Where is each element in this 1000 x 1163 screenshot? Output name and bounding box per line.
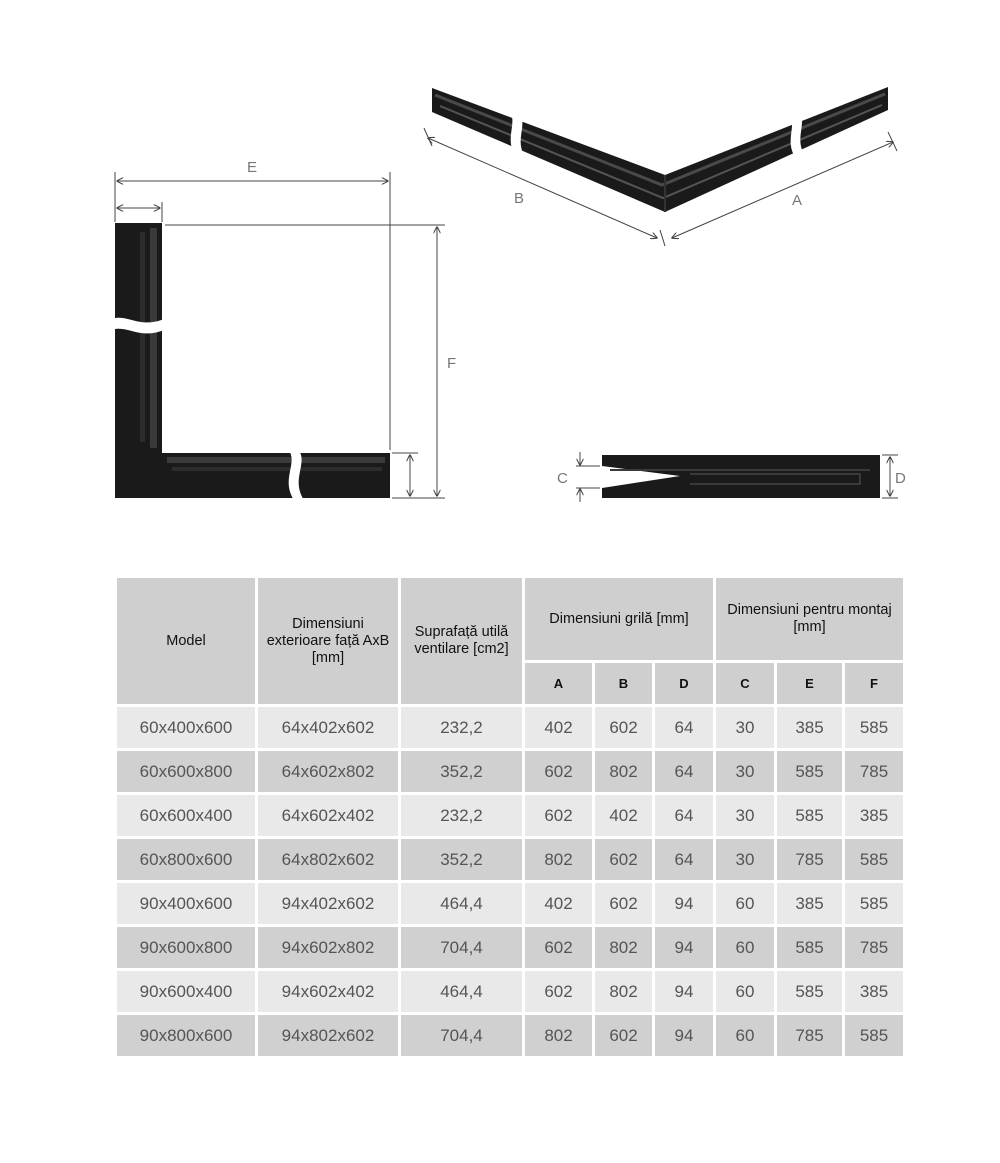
cell-grid-d: 94 <box>655 1015 713 1056</box>
cell-surface: 704,4 <box>401 927 522 968</box>
cell-grid-b: 802 <box>595 971 652 1012</box>
cell-mount-c: 60 <box>716 927 774 968</box>
cell-exterior: 94x602x402 <box>258 971 398 1012</box>
table-row <box>117 927 903 968</box>
cell-model: 60x600x800 <box>117 751 255 792</box>
cell-mount-e: 385 <box>777 707 842 748</box>
cell-mount-e: 585 <box>777 927 842 968</box>
header-ventilation-surface: Suprafață utilă ventilare [cm2] <box>401 578 522 704</box>
side-profile-diagram <box>557 452 906 502</box>
cell-grid-d: 64 <box>655 839 713 880</box>
cell-grid-a: 402 <box>525 883 592 924</box>
cell-mount-f: 585 <box>845 839 903 880</box>
cell-grid-a: 602 <box>525 971 592 1012</box>
cell-mount-f: 585 <box>845 883 903 924</box>
label-D: D <box>895 470 906 487</box>
cell-surface: 464,4 <box>401 883 522 924</box>
cell-grid-b: 402 <box>595 795 652 836</box>
cell-mount-e: 385 <box>777 883 842 924</box>
cell-model: 90x600x800 <box>117 927 255 968</box>
cell-model: 90x400x600 <box>117 883 255 924</box>
cell-model: 90x800x600 <box>117 1015 255 1056</box>
subheader-D: D <box>655 663 713 704</box>
cell-mount-c: 60 <box>716 1015 774 1056</box>
table-row <box>117 971 903 1012</box>
label-B: B <box>514 190 525 207</box>
cell-grid-a: 802 <box>525 1015 592 1056</box>
subheader-A: A <box>525 663 592 704</box>
cell-grid-b: 802 <box>595 751 652 792</box>
cell-grid-d: 94 <box>655 971 713 1012</box>
cell-mount-c: 30 <box>716 839 774 880</box>
cell-grid-d: 64 <box>655 707 713 748</box>
cell-exterior: 64x402x602 <box>258 707 398 748</box>
cell-mount-e: 785 <box>777 839 842 880</box>
cell-surface: 464,4 <box>401 971 522 1012</box>
cell-exterior: 94x402x602 <box>258 883 398 924</box>
table-row <box>117 795 903 836</box>
subheader-F: F <box>845 663 903 704</box>
label-F: F <box>447 355 457 372</box>
cell-surface: 352,2 <box>401 751 522 792</box>
cell-grid-a: 602 <box>525 927 592 968</box>
table-row <box>117 1015 903 1056</box>
label-A: A <box>792 192 803 209</box>
cell-mount-e: 585 <box>777 751 842 792</box>
cell-exterior: 64x602x402 <box>258 795 398 836</box>
cell-surface: 232,2 <box>401 707 522 748</box>
subheader-C: C <box>716 663 774 704</box>
table-row <box>117 883 903 924</box>
header-exterior-dimensions: Dimensiuni exterioare față AxB [mm] <box>258 578 398 704</box>
cell-grid-a: 602 <box>525 795 592 836</box>
cell-mount-c: 30 <box>716 751 774 792</box>
cell-grid-a: 402 <box>525 707 592 748</box>
technical-drawings <box>0 0 1000 560</box>
header-model: Model <box>117 578 255 704</box>
cell-grid-b: 802 <box>595 927 652 968</box>
label-C: C <box>557 470 568 487</box>
cell-surface: 232,2 <box>401 795 522 836</box>
subheader-E: E <box>777 663 842 704</box>
cell-mount-e: 785 <box>777 1015 842 1056</box>
cell-exterior: 64x802x602 <box>258 839 398 880</box>
cell-mount-f: 585 <box>845 1015 903 1056</box>
cell-grid-d: 64 <box>655 751 713 792</box>
cell-grid-b: 602 <box>595 1015 652 1056</box>
label-E: E <box>247 159 258 176</box>
cell-grid-d: 94 <box>655 927 713 968</box>
cell-model: 60x400x600 <box>117 707 255 748</box>
cell-model: 60x800x600 <box>117 839 255 880</box>
table-row <box>117 751 903 792</box>
front-view-diagram <box>108 159 456 500</box>
specifications-table <box>114 575 906 1059</box>
cell-exterior: 64x602x802 <box>258 751 398 792</box>
header-mount-dimensions: Dimensiuni pentru montaj [mm] <box>716 578 903 660</box>
cell-grid-a: 802 <box>525 839 592 880</box>
table-body <box>117 707 903 1056</box>
cell-mount-c: 30 <box>716 707 774 748</box>
table-row <box>117 839 903 880</box>
cell-mount-f: 385 <box>845 795 903 836</box>
cell-mount-c: 60 <box>716 883 774 924</box>
cell-grid-b: 602 <box>595 707 652 748</box>
cell-mount-c: 30 <box>716 795 774 836</box>
cell-surface: 704,4 <box>401 1015 522 1056</box>
cell-mount-f: 785 <box>845 927 903 968</box>
cell-grid-b: 602 <box>595 883 652 924</box>
cell-grid-a: 602 <box>525 751 592 792</box>
cell-mount-f: 385 <box>845 971 903 1012</box>
cell-mount-c: 60 <box>716 971 774 1012</box>
cell-mount-e: 585 <box>777 971 842 1012</box>
subheader-B: B <box>595 663 652 704</box>
cell-exterior: 94x802x602 <box>258 1015 398 1056</box>
table-row <box>117 707 903 748</box>
cell-exterior: 94x602x802 <box>258 927 398 968</box>
cell-grid-b: 602 <box>595 839 652 880</box>
cell-grid-d: 94 <box>655 883 713 924</box>
header-grid-dimensions: Dimensiuni grilă [mm] <box>525 578 713 660</box>
perspective-view-diagram <box>424 87 897 246</box>
cell-model: 60x600x400 <box>117 795 255 836</box>
cell-mount-f: 785 <box>845 751 903 792</box>
cell-model: 90x600x400 <box>117 971 255 1012</box>
cell-mount-e: 585 <box>777 795 842 836</box>
cell-mount-f: 585 <box>845 707 903 748</box>
cell-grid-d: 64 <box>655 795 713 836</box>
cell-surface: 352,2 <box>401 839 522 880</box>
